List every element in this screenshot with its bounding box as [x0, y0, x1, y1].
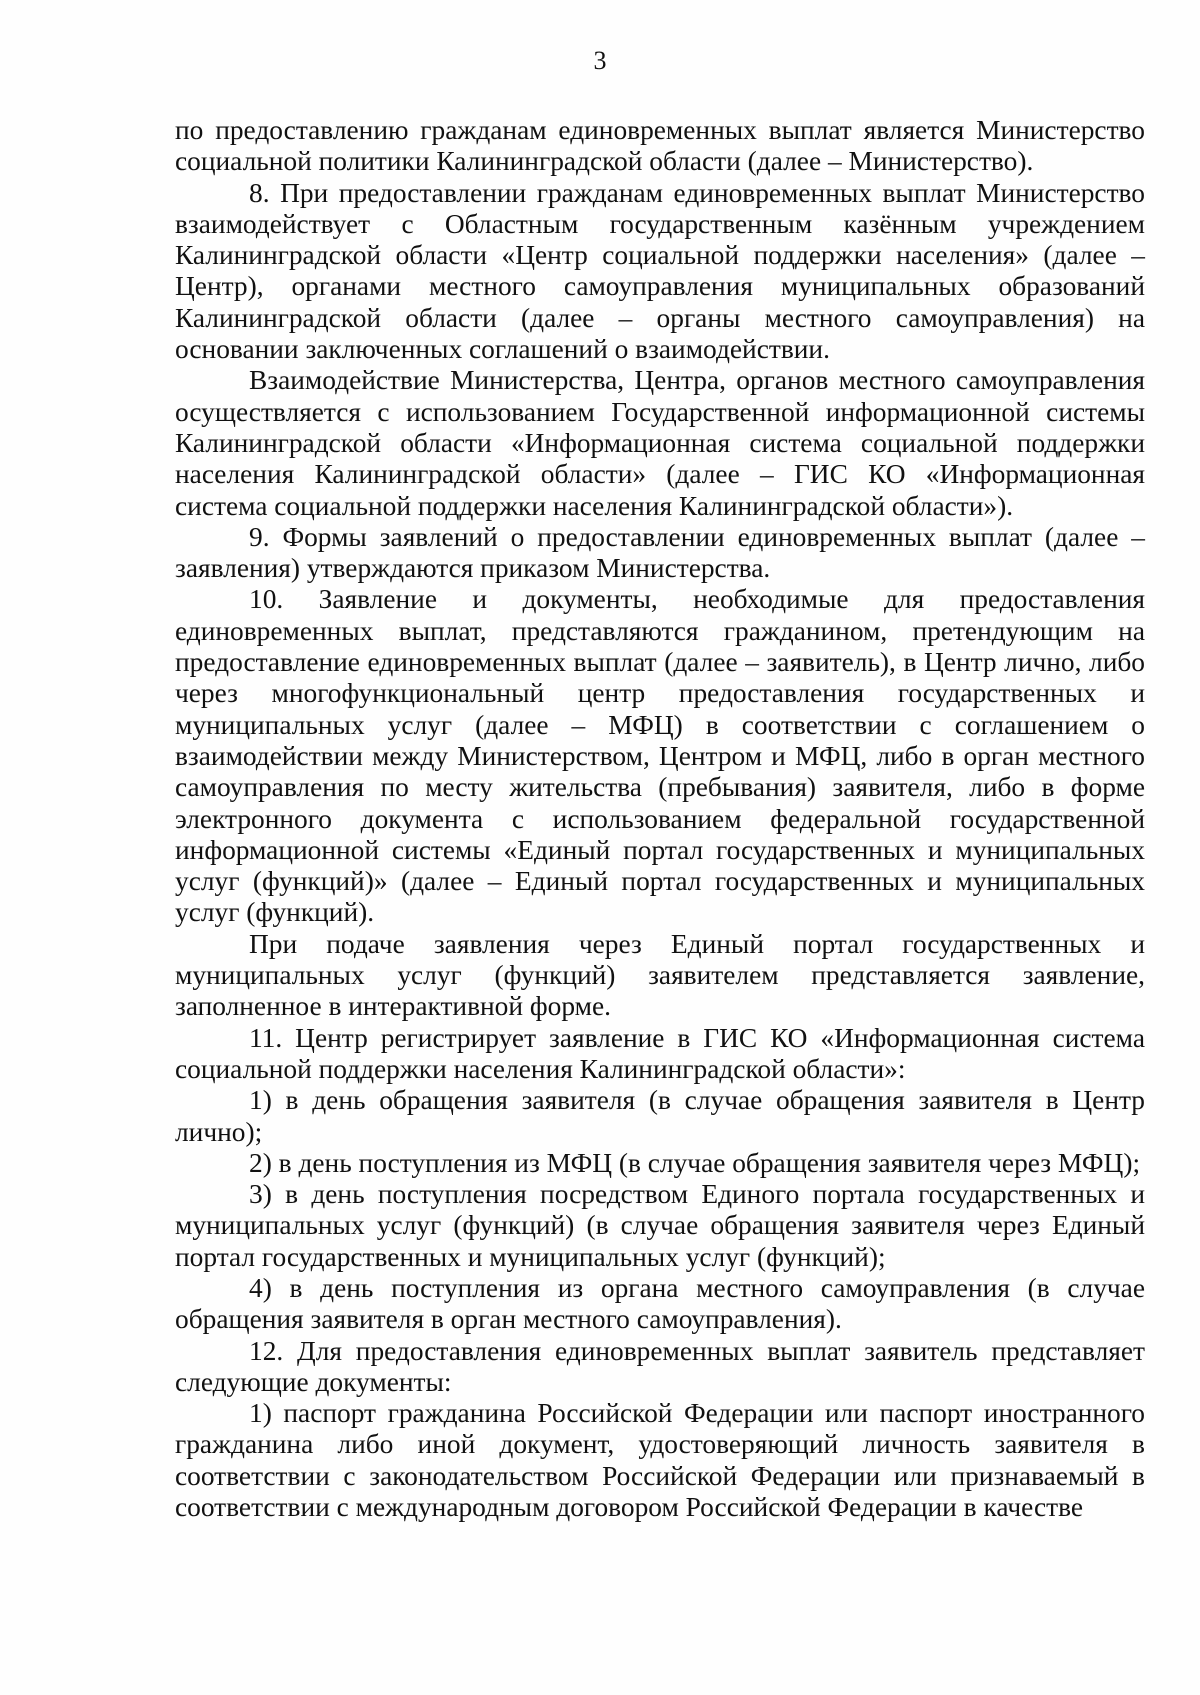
page-number: 3	[593, 46, 607, 75]
paragraph-item-12: 12. Для предоставления единовременных выплат заявитель представляет следующие документы:	[175, 1335, 1145, 1397]
paragraph-intro: по предоставлению гражданам единовременных выплат является Министерство социальной политики Калининградской области (далее – Министерство).	[175, 115, 1145, 177]
paragraph-item-11-1: 1) в день обращения заявителя (в случае обращения заявителя в Центр лично);	[175, 1085, 1145, 1147]
paragraph-item-8: 8. При предоставлении гражданам единовременных выплат Министерство взаимодействует с Областным государственным казённым учреждением Калининградской области «Центр социальной поддержки населения» (далее – Центр), органами местного самоуправления муниципальных образований Калининградской области (далее – органы местного самоуправления) на основании заключенных соглашений о взаимодействии.	[175, 177, 1145, 365]
paragraph-item-12-1: 1) паспорт гражданина Российской Федерации или паспорт иностранного гражданина либо иной документ, удостоверяющий личность заявителя в соответствии с законодательством Российской Федерации или признаваемый в соответствии с международным договором Российской Федерации в качестве	[175, 1398, 1145, 1523]
document-body	[175, 115, 1145, 1523]
paragraph-interaction: Взаимодействие Министерства, Центра, органов местного самоуправления осуществляется с использованием Государственной информационной системы Калининградской области «Информационная система социальной поддержки населения Калининградской области» (далее – ГИС КО «Информационная система социальной поддержки населения Калининградской области»).	[175, 365, 1145, 521]
paragraph-item-9: 9. Формы заявлений о предоставлении единовременных выплат (далее – заявления) утверждаются приказом Министерства.	[175, 521, 1145, 584]
paragraph-item-11-2: 2) в день поступления из МФЦ (в случае обращения заявителя через МФЦ);	[249, 1147, 1141, 1178]
paragraph-item-11-3: 3) в день поступления посредством Единого портала государственных и муниципальных услуг (функций) (в случае обращения заявителя через Единый портал государственных и муниципальных услуг (функций);	[175, 1179, 1145, 1272]
paragraph-portal-submission: При подаче заявления через Единый портал государственных и муниципальных услуг (функций) заявителем представляется заявление, заполненное в интерактивной форме.	[175, 928, 1145, 1022]
paragraph-item-11: 11. Центр регистрирует заявление в ГИС КО «Информационная система социальной поддержки населения Калининградской области»:	[175, 1022, 1145, 1084]
paragraph-item-10: 10. Заявление и документы, необходимые для предоставления единовременных выплат, представляются гражданином, претендующим на предоставление единовременных выплат (далее – заявитель), в Центр лично, либо через многофункциональный центр предоставления государственных и муниципальных услуг (далее – МФЦ) в соответствии с соглашением о взаимодействии между Министерством, Центром и МФЦ, либо в орган местного самоуправления по месту жительства (пребывания) заявителя, либо в форме электронного документа с использованием федеральной государственной информационной системы «Единый портал государственных и муниципальных услуг (функций)» (далее – Единый портал государственных и муниципальных услуг (функций).	[175, 584, 1145, 928]
paragraph-item-11-4: 4) в день поступления из органа местного самоуправления (в случае обращения заявителя в орган местного самоуправления).	[175, 1272, 1145, 1335]
